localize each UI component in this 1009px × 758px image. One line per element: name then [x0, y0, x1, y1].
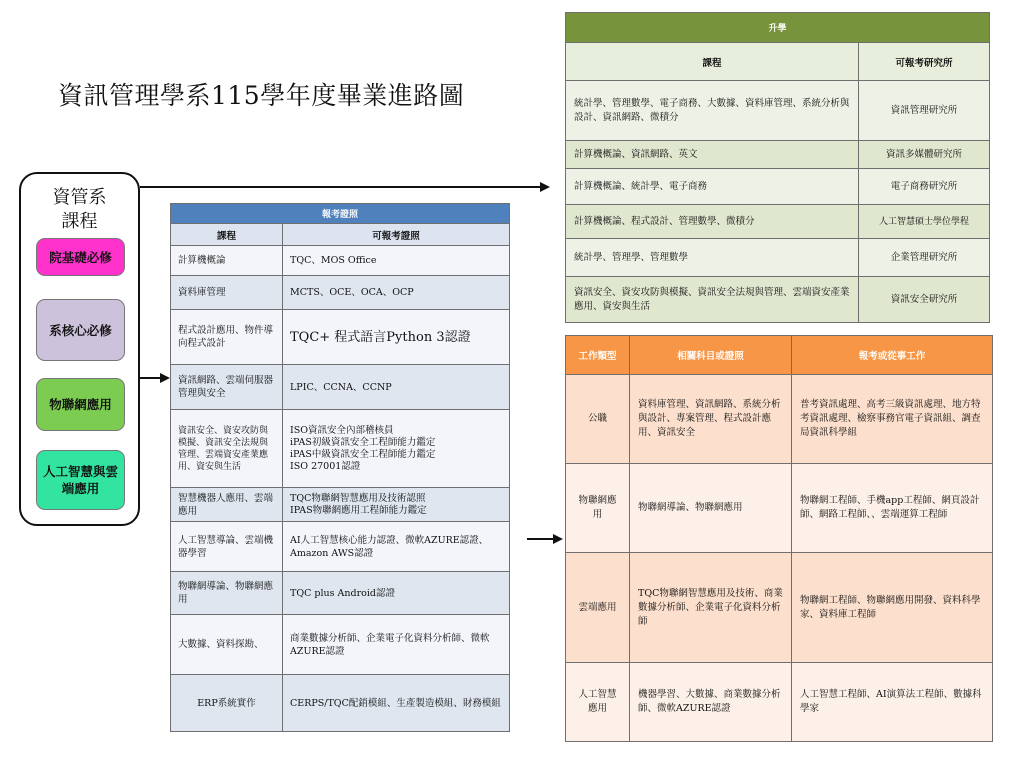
arrowhead-to-job — [553, 534, 563, 544]
job-subjects: TQC物聯網智慧應用及技術、商業數據分析師、企業電子化資料分析師 — [630, 553, 792, 663]
study-inst: 資訊多媒體研究所 — [859, 141, 990, 169]
study-course: 統計學、管理數學、電子商務、大數據、資料庫管理、系統分析與設計、資訊網路、微積分 — [566, 81, 859, 141]
study-table — [565, 12, 990, 323]
cert-table-title: 報考證照 — [171, 204, 510, 224]
cert-value: TQC+ 程式語言Python 3認證 — [283, 310, 510, 365]
arrowhead-to-study — [540, 182, 550, 192]
cert-value: TQC、MOS Office — [283, 246, 510, 276]
cert-value: 商業數據分析師、企業電子化資料分析師、微軟AZURE認證 — [283, 615, 510, 675]
category-label: 院基礎必修 — [49, 249, 112, 265]
arrow-to-cert — [140, 377, 162, 379]
cert-course: 物聯網導論、物聯網應用 — [171, 572, 283, 615]
cert-value: AI人工智慧核心能力認證、微軟AZURE認證、Amazon AWS認證 — [283, 522, 510, 572]
job-roles: 人工智慧工程師、AI演算法工程師、數據科學家 — [792, 663, 993, 742]
job-col-type: 工作類型 — [566, 336, 630, 375]
cert-value: TQC物聯網智慧應用及技術認照 IPAS物聯網應用工程師能力鑑定 — [283, 488, 510, 522]
arrow-to-study — [140, 186, 540, 188]
job-type: 公職 — [566, 375, 630, 464]
study-inst: 資訊管理研究所 — [859, 81, 990, 141]
job-subjects: 機器學習、大數據、商業數據分析師、微軟AZURE認證 — [630, 663, 792, 742]
arrowhead-to-cert — [160, 373, 170, 383]
study-inst: 企業管理研究所 — [859, 239, 990, 277]
job-subjects: 資料庫管理、資訊網路、系統分析與設計、專案管理、程式設計應用、資訊安全 — [630, 375, 792, 464]
cert-value: ISO資訊安全內部稽核員 iPAS初級資訊安全工程師能力鑑定 iPAS中級資訊安全工程師能力鑑定 ISO 27001認證 — [283, 410, 510, 488]
job-type: 人工智慧應用 — [566, 663, 630, 742]
job-roles: 物聯網工程師、手機app工程師、網頁設計師、網路工程師、、雲端運算工程師 — [792, 464, 993, 553]
job-roles: 普考資訊處理、高考三級資訊處理、地方特考資訊處理、檢察事務官電子資訊組、調查局資訊科學組 — [792, 375, 993, 464]
cert-col-course: 課程 — [171, 224, 283, 246]
cert-value: MCTS、OCE、OCA、OCP — [283, 276, 510, 310]
job-type: 物聯網應用 — [566, 464, 630, 553]
job-col-subjects: 相關科目或證照 — [630, 336, 792, 375]
category-label: 系核心必修 — [49, 322, 112, 338]
cert-course: 程式設計應用、物件導向程式設計 — [171, 310, 283, 365]
cert-course: 資料庫管理 — [171, 276, 283, 310]
cert-course: 大數據、資料探勘、 — [171, 615, 283, 675]
cert-value: TQC plus Android認證 — [283, 572, 510, 615]
job-subjects: 物聯網導論、物聯網應用 — [630, 464, 792, 553]
study-inst: 資訊安全研究所 — [859, 277, 990, 323]
career-table — [565, 335, 993, 742]
category-label: 人工智慧與雲端應用 — [43, 464, 119, 496]
arrow-to-job — [527, 538, 555, 540]
cert-course: 資訊網路、雲端伺服器管理與安全 — [171, 365, 283, 410]
category-heading: 資管系 課程 — [52, 187, 107, 232]
cert-table — [170, 203, 510, 732]
study-course: 統計學、管理學、管理數學 — [566, 239, 859, 277]
study-course: 計算機概論、統計學、電子商務 — [566, 169, 859, 205]
study-col-course: 課程 — [566, 43, 859, 81]
category-ai-cloud — [36, 450, 125, 510]
page-title: 資訊管理學系115學年度畢業進路圖 — [58, 81, 465, 110]
study-col-inst: 可報考研究所 — [859, 43, 990, 81]
cert-course: 人工智慧導論、雲端機器學習 — [171, 522, 283, 572]
cert-value: CERPS/TQC配銷模組、生產製造模組、財務模組 — [283, 675, 510, 732]
study-course: 計算機概論、程式設計、管理數學、微積分 — [566, 205, 859, 239]
cert-course: 資訊安全、資安攻防與模擬、資訊安全法規與管理、雲端資安產業應用、資安與生活 — [171, 410, 283, 488]
category-label: 物聯網應用 — [49, 397, 112, 412]
cert-course: 智慧機器人應用、雲端應用 — [171, 488, 283, 522]
study-inst: 電子商務研究所 — [859, 169, 990, 205]
job-col-jobs: 報考或從事工作 — [792, 336, 993, 375]
cert-value: LPIC、CCNA、CCNP — [283, 365, 510, 410]
job-roles: 物聯網工程師、物聯網應用開發、資料科學家、資料庫工程師 — [792, 553, 993, 663]
category-iot — [36, 378, 125, 431]
job-type: 雲端應用 — [566, 553, 630, 663]
category-dept-core — [36, 299, 125, 361]
cert-course: 計算機概論 — [171, 246, 283, 276]
course-category-panel — [19, 172, 140, 526]
cert-course: ERP系統實作 — [171, 675, 283, 732]
study-course: 資訊安全、資安攻防與模擬、資訊安全法規與管理、雲端資安產業應用、資安與生活 — [566, 277, 859, 323]
study-table-title: 升學 — [566, 13, 990, 43]
study-inst: 人工智慧碩士學位學程 — [859, 205, 990, 239]
category-college-required — [36, 238, 125, 276]
study-course: 計算機概論、資訊網路、英文 — [566, 141, 859, 169]
cert-col-cert: 可報考證照 — [283, 224, 510, 246]
